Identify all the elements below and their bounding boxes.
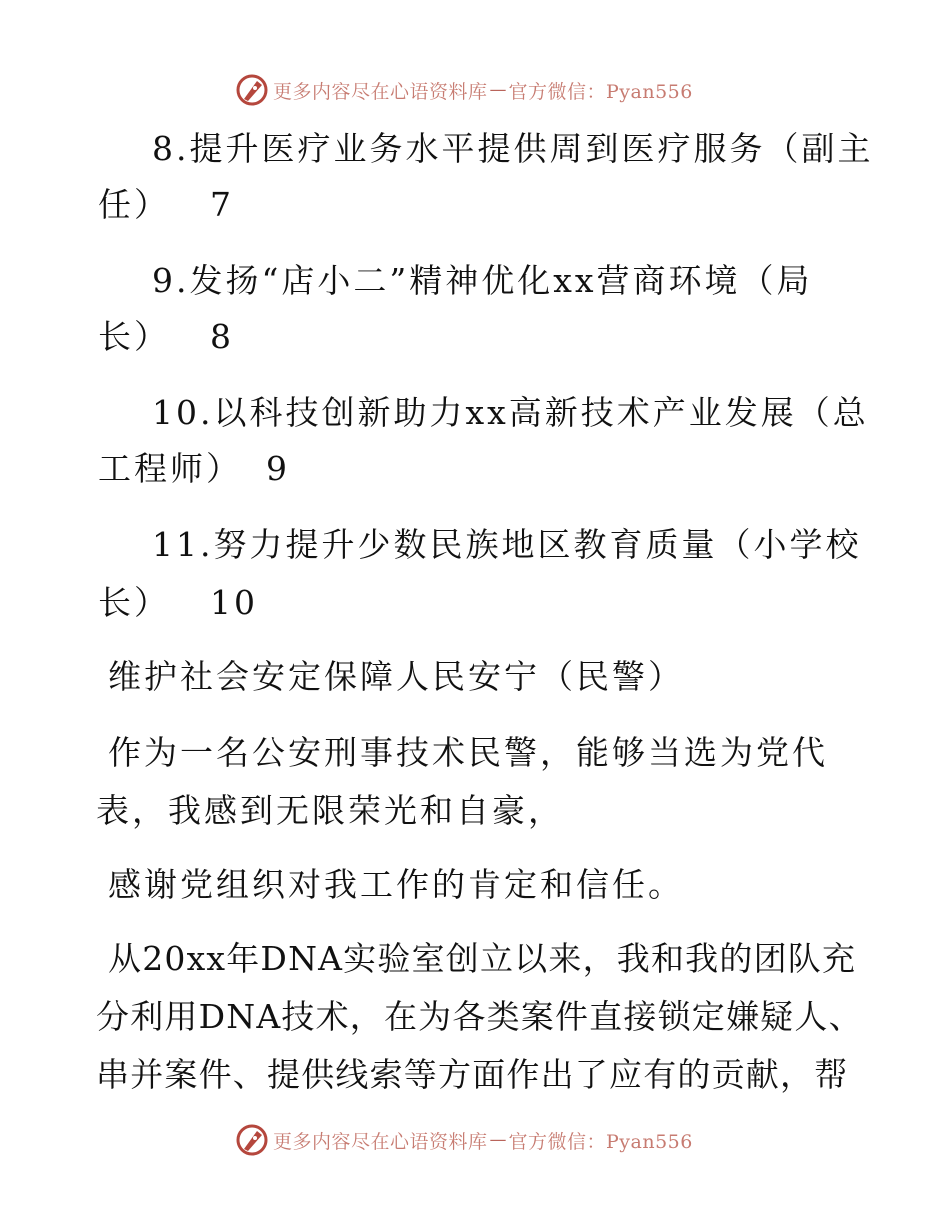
watermark-footer [235, 1122, 693, 1158]
toc-entry-10-cont: 工程师） [98, 449, 242, 488]
watermark-header [235, 72, 693, 108]
toc-entry-11-title: 11.努力提升少数民族地区教育质量（小学校 [152, 525, 862, 564]
watermark-separator: — [489, 80, 507, 100]
watermark-site-text: 更多内容尽在心语资料库 [273, 1130, 488, 1153]
paragraph-3-line-1: 从20xx年DNA实验室创立以来，我和我的团队充 [108, 939, 857, 978]
toc-entry-10-title: 10.以科技创新助力xx高新技术产业发展（总 [152, 393, 869, 432]
toc-entry-9-page: 8 [210, 317, 234, 356]
watermark-separator: — [489, 1130, 507, 1150]
toc-entry-8-title: 8.提升医疗业务水平提供周到医疗服务（副主 [152, 129, 874, 168]
paragraph-2-line-1: 感谢党组织对我工作的肯定和信任。 [108, 865, 684, 904]
pen-nib-circle-icon [235, 73, 269, 107]
paragraph-1-line-2: 表，我感到无限荣光和自豪， [96, 791, 564, 830]
watermark-wechat-text: 官方微信：Pyan556 [508, 1130, 693, 1153]
pen-nib-circle-icon [235, 1123, 269, 1157]
toc-entry-8-page: 7 [210, 185, 234, 224]
watermark-wechat-text: 官方微信：Pyan556 [508, 80, 693, 103]
paragraph-3-line-3: 串并案件、提供线索等方面作出了应有的贡献，帮 [96, 1055, 849, 1094]
toc-entry-9-cont: 长） [98, 317, 170, 356]
toc-entry-11-page: 10 [210, 583, 258, 622]
toc-entry-10-page: 9 [266, 449, 290, 488]
section-heading: 维护社会安定保障人民安宁（民警） [108, 657, 684, 696]
watermark-site-text: 更多内容尽在心语资料库 [273, 80, 488, 103]
paragraph-1-line-1: 作为一名公安刑事技术民警，能够当选为党代 [108, 733, 828, 772]
toc-entry-8-cont: 任） [98, 185, 170, 224]
toc-entry-11-cont: 长） [98, 583, 170, 622]
paragraph-3-line-2: 分利用DNA技术，在为各类案件直接锁定嫌疑人、 [96, 997, 863, 1036]
toc-entry-9-title: 9.发扬“店小二”精神优化xx营商环境（局 [152, 261, 813, 300]
